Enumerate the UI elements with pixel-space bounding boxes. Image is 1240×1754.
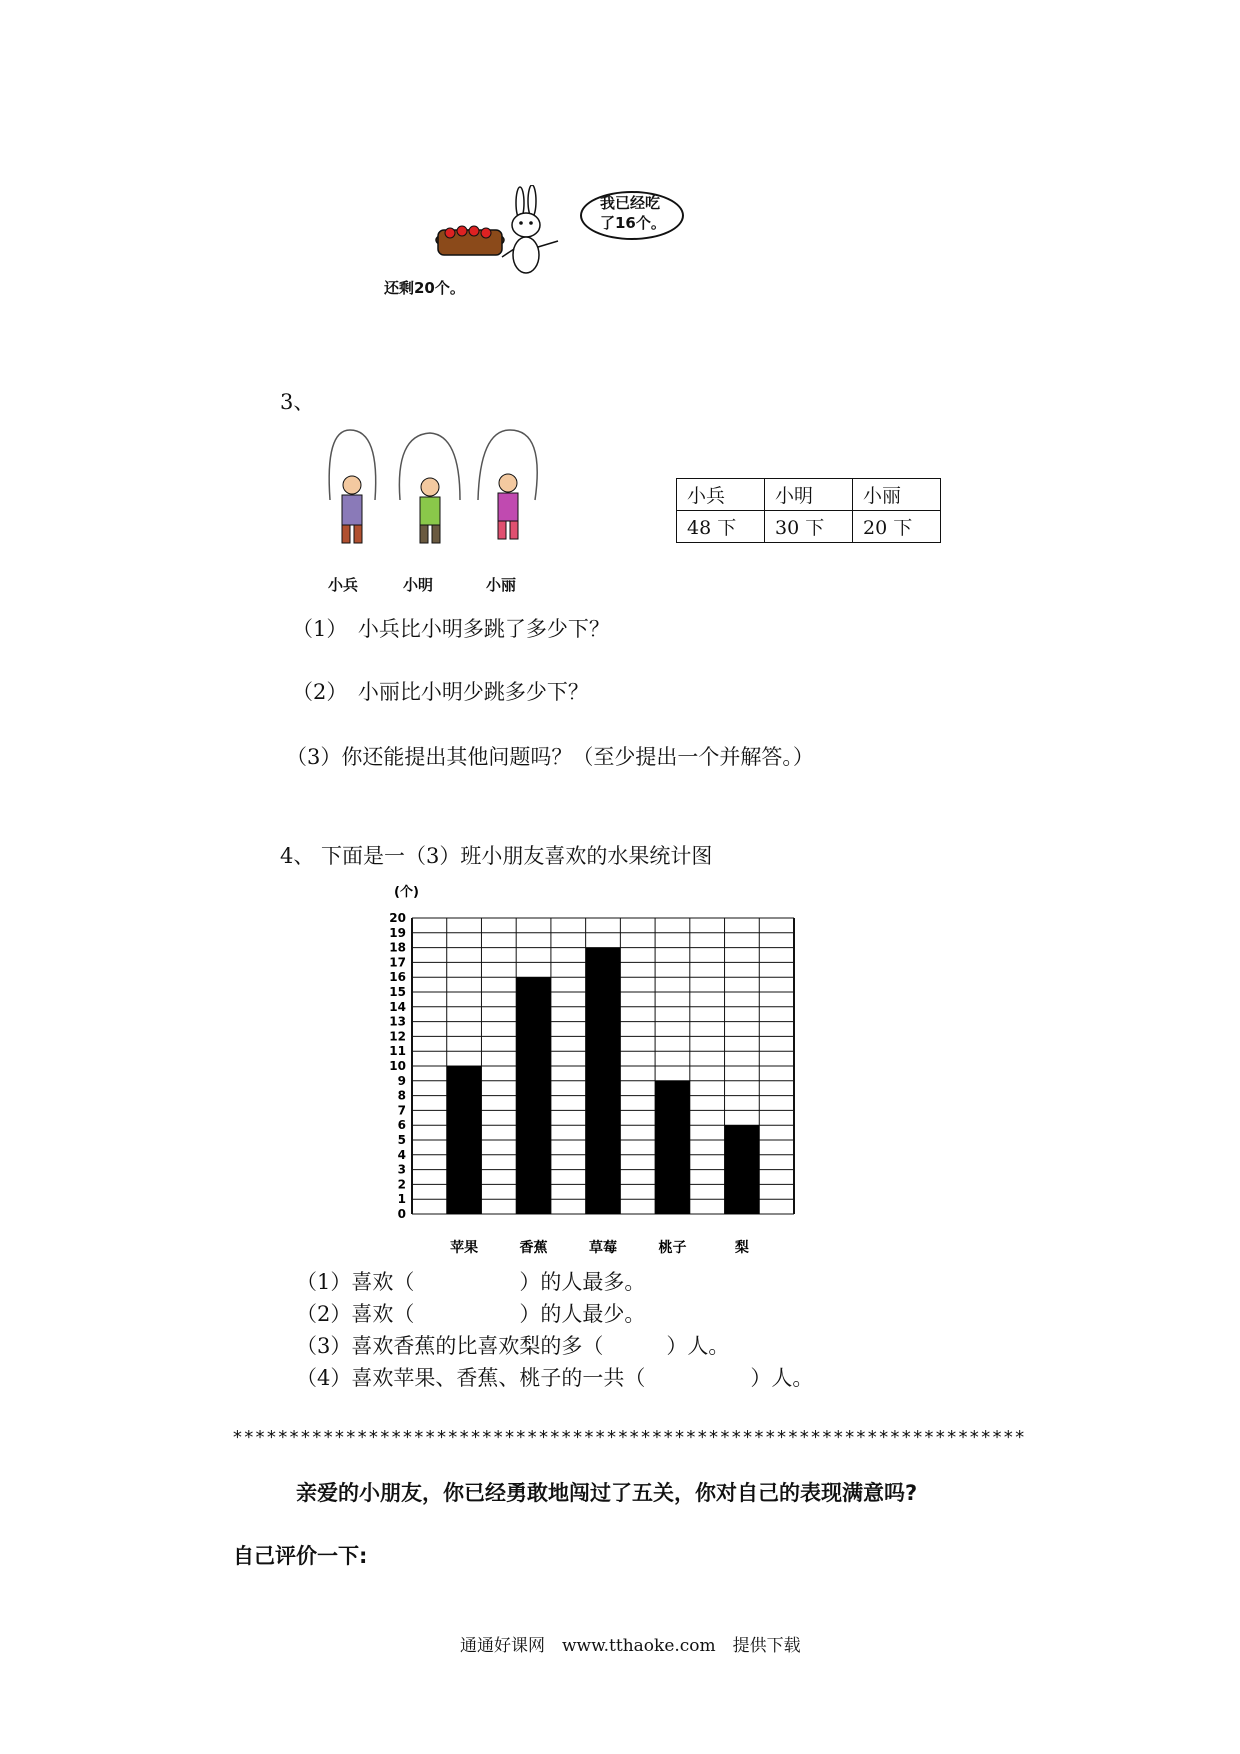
bar-1 (447, 1066, 482, 1214)
self-evaluation-label: 自己评价一下: (233, 1544, 368, 1568)
table-row (677, 479, 941, 511)
y-tick-label: 13 (389, 1014, 406, 1029)
y-tick-label: 18 (389, 940, 406, 955)
y-tick-label: 2 (397, 1177, 406, 1192)
y-tick-label: 3 (397, 1162, 406, 1177)
y-tick-label: 9 (397, 1073, 406, 1088)
table-header-cell: 小丽 (853, 479, 941, 511)
table-cell: 30 下 (765, 511, 853, 543)
table-header-cell: 小兵 (677, 479, 765, 511)
y-tick-label: 7 (397, 1103, 406, 1118)
table-cell: 48 下 (677, 511, 765, 543)
y-tick-label: 10 (389, 1059, 406, 1073)
y-tick-label: 20 (389, 911, 406, 925)
question-3-sub-2: （2） 小丽比小明少跳多少下？ (292, 680, 589, 704)
question-4-sub-4: （4）喜欢苹果、香蕉、桃子的一共（ ）人。 (296, 1366, 814, 1390)
jump-score-table (676, 478, 941, 543)
y-tick-label: 12 (389, 1029, 406, 1044)
question-4-title: 4、 下面是一（3）班小朋友喜欢的水果统计图 (280, 844, 713, 868)
y-tick-label: 17 (389, 955, 406, 970)
bar-4 (655, 1081, 690, 1214)
y-tick-label: 6 (397, 1118, 406, 1133)
child-name-3: 小丽 (486, 576, 517, 594)
closing-question: 亲爱的小朋友，你已经勇敢地闯过了五关，你对自己的表现满意吗? (296, 1481, 918, 1505)
bar-3 (586, 948, 621, 1214)
child-name-1: 小兵 (328, 576, 359, 594)
jump-rope-children-picture (320, 425, 560, 565)
question-4-sub-2: （2）喜欢（ ）的人最少。 (296, 1302, 646, 1326)
question-4-sub-3: （3）喜欢香蕉的比喜欢梨的多（ ）人。 (296, 1334, 730, 1358)
y-axis-unit-label: (个) (394, 885, 419, 900)
question-3-number: 3、 (280, 390, 315, 414)
y-tick-label: 19 (389, 925, 406, 940)
y-tick-label: 4 (397, 1147, 406, 1162)
child-name-2: 小明 (403, 576, 434, 594)
y-tick-label: 5 (397, 1133, 406, 1147)
bar-2 (516, 977, 551, 1214)
y-tick-label: 11 (389, 1044, 406, 1059)
x-category-label: 梨 (734, 1240, 749, 1256)
y-tick-label: 1 (397, 1192, 406, 1207)
y-tick-label: 15 (389, 985, 406, 999)
x-category-label: 草莓 (589, 1240, 617, 1256)
fruit-bar-chart (378, 880, 808, 1260)
question-3-sub-1: （1） 小兵比小明多跳了多少下？ (292, 617, 610, 641)
y-tick-label: 8 (397, 1088, 406, 1103)
bar-5 (725, 1125, 760, 1214)
table-header-cell: 小明 (765, 479, 853, 511)
y-tick-label: 16 (389, 970, 406, 985)
speech-text: 我已经吃了16个。 (600, 194, 666, 232)
y-tick-label: 14 (389, 999, 406, 1014)
footer-credit: 通通好课网 www.tthaoke.com 提供下载 (460, 1636, 801, 1656)
table-row (677, 511, 941, 543)
question-3-sub-3: （3）你还能提出其他问题吗？（至少提出一个并解答。） (286, 745, 814, 769)
star-divider: ********************************************************************** (232, 1427, 1026, 1448)
y-tick-label: 0 (397, 1207, 406, 1221)
remaining-caption: 还剩20个。 (384, 279, 465, 297)
table-cell: 20 下 (853, 511, 941, 543)
x-category-label: 桃子 (658, 1240, 687, 1256)
x-category-label: 苹果 (450, 1240, 479, 1256)
rabbit-basket-picture (430, 185, 570, 285)
x-category-label: 香蕉 (519, 1240, 548, 1256)
question-4-sub-1: （1）喜欢（ ）的人最多。 (296, 1270, 646, 1294)
